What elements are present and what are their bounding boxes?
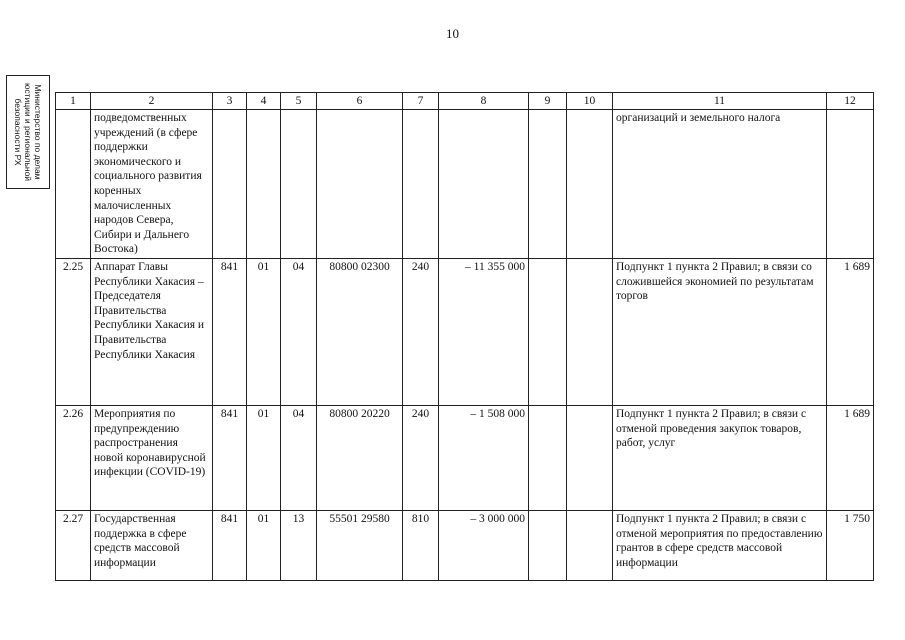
column-header: 8: [439, 93, 529, 110]
cell-col10: [567, 110, 613, 259]
column-header: 1: [56, 93, 91, 110]
column-header: 9: [529, 93, 567, 110]
cell-col4: 01: [247, 510, 281, 580]
column-header: 3: [213, 93, 247, 110]
cell-col5: [281, 110, 317, 259]
registration-stamp: [6, 75, 50, 189]
cell-col5: 04: [281, 258, 317, 405]
cell-col11: Подпункт 1 пункта 2 Правил; в связи с отменой проведения закупок товаров, работ, услуг: [613, 405, 827, 510]
cell-col7: 240: [403, 258, 439, 405]
cell-col9: [529, 405, 567, 510]
cell-col12: 1 689: [827, 405, 874, 510]
cell-col8: – 3 000 000: [439, 510, 529, 580]
cell-col7: [403, 110, 439, 259]
budget-changes-table: [55, 92, 874, 581]
table-row: [56, 110, 874, 259]
table-row: [56, 510, 874, 580]
cell-col4: 01: [247, 258, 281, 405]
cell-col7: 810: [403, 510, 439, 580]
cell-col12: [827, 110, 874, 259]
cell-col12: 1 750: [827, 510, 874, 580]
cell-col10: [567, 258, 613, 405]
item-name: подведомственных учреждений (в сфере поддержки экономического и социального развития коренных малочисленных народов Севера, Сибири и Дальнего Востока): [91, 110, 213, 259]
cell-col9: [529, 110, 567, 259]
column-header: 4: [247, 93, 281, 110]
cell-col10: [567, 510, 613, 580]
cell-col6: 55501 29580: [317, 510, 403, 580]
cell-col3: 841: [213, 258, 247, 405]
table-row: [56, 405, 874, 510]
row-number: 2.27: [56, 510, 91, 580]
cell-col5: 13: [281, 510, 317, 580]
column-header: 7: [403, 93, 439, 110]
column-header: 11: [613, 93, 827, 110]
cell-col7: 240: [403, 405, 439, 510]
column-header: 5: [281, 93, 317, 110]
header-row: [56, 93, 874, 110]
stamp-text: Министерство по делам юстиции и региональной безопасности РХ: [13, 82, 43, 182]
cell-col8: – 1 508 000: [439, 405, 529, 510]
cell-col6: 80800 20220: [317, 405, 403, 510]
cell-col8: [439, 110, 529, 259]
cell-col5: 04: [281, 405, 317, 510]
row-number: 2.26: [56, 405, 91, 510]
cell-col11: организаций и земельного налога: [613, 110, 827, 259]
row-number: [56, 110, 91, 259]
cell-col9: [529, 258, 567, 405]
cell-col4: [247, 110, 281, 259]
column-header: 10: [567, 93, 613, 110]
cell-col10: [567, 405, 613, 510]
cell-col9: [529, 510, 567, 580]
item-name: Государственная поддержка в сфере средств массовой информации: [91, 510, 213, 580]
row-number: 2.25: [56, 258, 91, 405]
cell-col11: Подпункт 1 пункта 2 Правил; в связи с отменой мероприятия по предоставлению грантов в сфере средств массовой информации: [613, 510, 827, 580]
cell-col3: 841: [213, 405, 247, 510]
item-name: Аппарат Главы Республики Хакасия – Председателя Правительства Республики Хакасия и Правительства Республики Хакасия: [91, 258, 213, 405]
table-row: [56, 258, 874, 405]
page-number: 10: [446, 26, 459, 41]
cell-col11: Подпункт 1 пункта 2 Правил; в связи со сложившейся экономией по результатам торгов: [613, 258, 827, 405]
cell-col12: 1 689: [827, 258, 874, 405]
cell-col8: – 11 355 000: [439, 258, 529, 405]
cell-col6: 80800 02300: [317, 258, 403, 405]
cell-col3: 841: [213, 510, 247, 580]
column-header: 12: [827, 93, 874, 110]
cell-col3: [213, 110, 247, 259]
column-header: 6: [317, 93, 403, 110]
cell-col6: [317, 110, 403, 259]
item-name: Мероприятия по предупреждению распространения новой коронавирусной инфекции (COVID-19): [91, 405, 213, 510]
column-header: 2: [91, 93, 213, 110]
cell-col4: 01: [247, 405, 281, 510]
